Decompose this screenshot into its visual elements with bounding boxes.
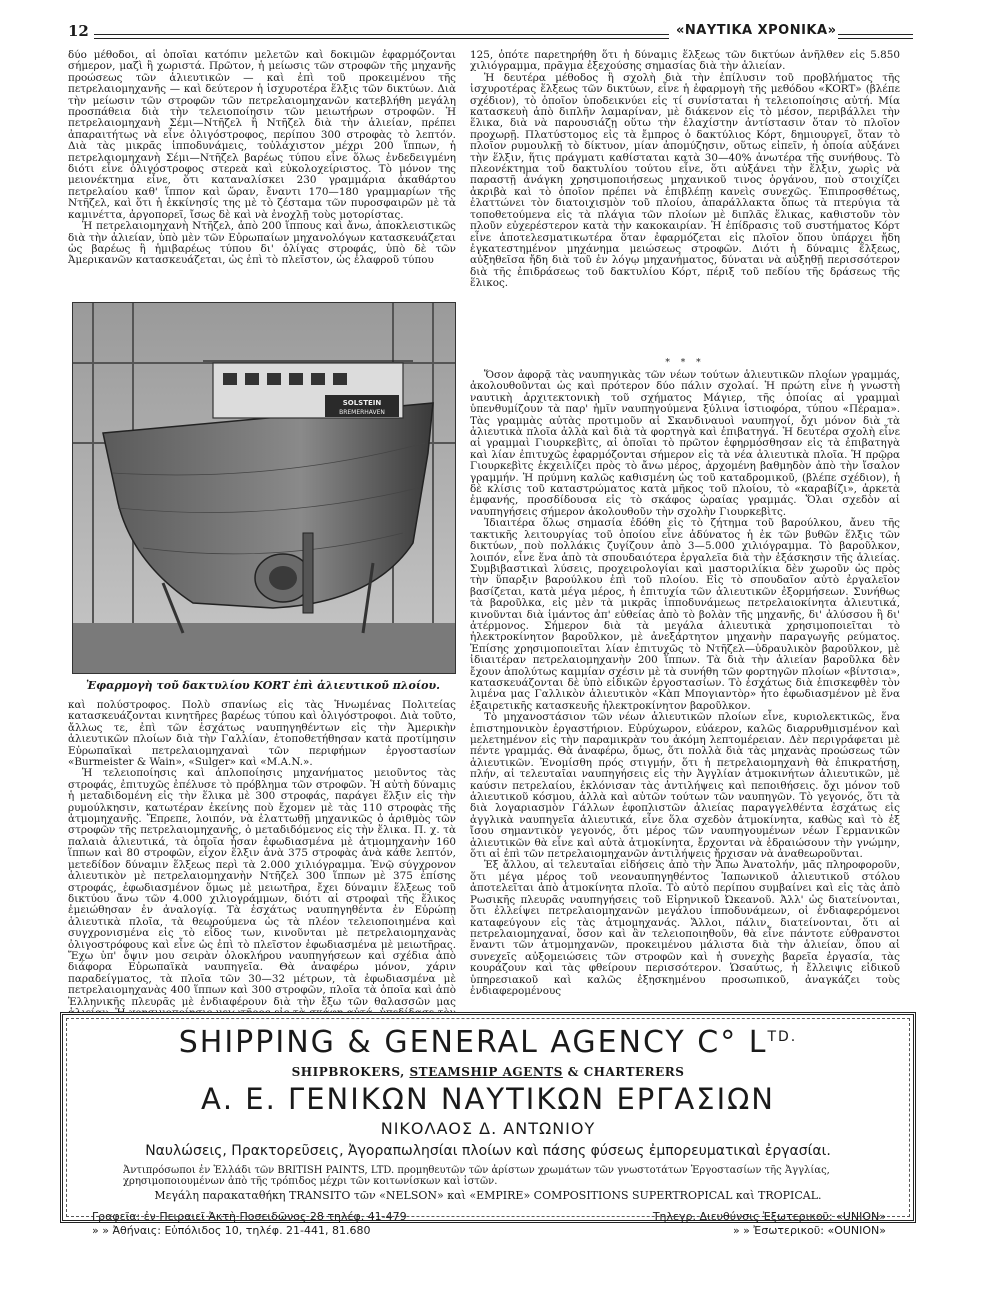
paragraph: καὶ πολύστροφος. Πολὺ σπανίως εἰς τὰς Ἡνωμένας Πολιτείας κατασκευάζονται κινητῆρες βαρέως τύπου καὶ ὀλιγόστροφοι. Διὰ τοῦτο, ἄλλως τε, ἐπὶ τῶν ἐσχάτως ναυπηγηθέντων εἰς τὴν Ἀμερικὴν ἁλιευτικῶν πλοίων διὰ τὴν Γαλλίαν, ἐτοποθετήθησαν κατὰ προτίμησιν Εὐρωπαϊκαὶ πετρελαιομηχαναὶ τῶν περιφήμων ἐργοστασίων «Burmeister & Wain», «Sulger» καὶ «M.A.N.». xyxy=(68,699,456,769)
section-separator: * * * xyxy=(665,358,705,368)
header-rule-left xyxy=(94,34,669,39)
page-number: 12 xyxy=(68,22,89,40)
rudder xyxy=(303,533,313,613)
ad-services: Ναυλώσεις, Πρακτορεῦσεις, Ἀγοραπωλησίαι πλοίων καὶ πάσης φύσεως ἐμπορευματικαὶ ἐργασίαι. xyxy=(145,1143,831,1159)
ad-agents-text: Ἀντιπρόσωποι ἐν Ἑλλάδι τῶν BRITISH PAINTS, LTD. προμηθευτῶν τῶν ἀρίστων χρωμάτων τῶν γνωστοτάτων Ἐργοστασίων τῆς Ἀγγλίας, χρησιμοποιουμένων ἀπὸ τῆς τρόπιδος μέχρι τῶν κοιτωνίσκων καὶ ἱστῶν. xyxy=(123,1165,830,1187)
paragraph: Ὅσον ἀφορᾷ τὰς ναυπηγικὰς τῶν νέων τούτων ἁλιευτικῶν πλοίων γραμμάς, ἀκολουθοῦνται ὡς καὶ πρότερον δύο πάλιν σχολαί. Ἡ πρώτη εἶνε ἡ γνωστὴ ναυτικὴ ἀρχιτεκτονικὴ τοῦ σχήματος Μάγιερ, τῆς ὁποίας αἱ γραμμαὶ ὑπενθυμίζουν τὰ παρ' ἡμῖν ναυπηγούμενα ξύλινα ἱστιοφόρα, τύπου «Πέραμα». Τὰς γραμμὰς αὐτὰς προτιμοῦν αἱ Σκανδιναυοὶ ναυπηγοί, ὄχι μόνον διὰ τὰ ἁλιευτικὰ πλοῖα ἀλλὰ καὶ διὰ τὰ φορτηγὰ καὶ ἐπιβατηγά. Ἡ δευτέρα σχολὴ εἶνε αἱ γραμμαὶ Γιουρκεβὶτς, αἱ ὁποῖαι τὸ πρῶτον ἐφηρμόσθησαν εἰς τὰ ἐπιβατηγὰ καὶ λίαν ἐπιτυχῶς ἐφαρμόζονται σήμερον εἰς τὰ νέα ἁλιευτικὰ πλοῖα. Ἡ πρῷρα Γιουρκεβὶτς ἐκχειλίζει πρὸς τὸ ἄνω μέρος, ἀρχομένη βαθμηδὸν ἀπὸ τὴν ἴσαλον γραμμήν. Ἡ πρύμνη καλῶς καθισμένη ὡς τοῦ καταδρομικοῦ, (βλέπε σχέδιον), ἡ δὲ κλίσις τοῦ καταστρώματος κατὰ μῆκος τοῦ πλοίου, τὸ «καραβίζι», ἀρκετὰ ἐμφανής, προσδίδουσα εἰς τὸ σκάφος ὡραίας γραμμάς. Ὅλαι σχεδὸν αἱ ναυπηγήσεις σήμερον ἀκολουθοῦν τὴν σχολὴν Γιουρκεβὶτς. xyxy=(470,369,900,518)
column-left-bottom xyxy=(68,700,456,1008)
ad-telegraph-domestic: » » Ἐσωτερικοῦ: «OUNION» xyxy=(732,1224,886,1237)
ad-english-company-name xyxy=(63,1025,913,1060)
ad-company-name-main: SHIPPING & GENERAL AGENCY C° L xyxy=(178,1025,768,1060)
ship-illustration xyxy=(73,303,455,673)
ad-sub-charterers: & CHARTERERS xyxy=(567,1065,685,1079)
paragraph: Ἐξ ἄλλου, αἱ τελευταῖαι εἰδήσεις ἀπὸ τὴν Ἄπω Ἀνατολήν, μᾶς πληροφοροῦν, ὅτι μέγα μέρος τοῦ νεοναυπηγηθέντος Ἰαπωνικοῦ ἁλιευτικοῦ στόλου ἀποτελεῖται ἀπὸ ἀτμοκίνητα πλοῖα. Τὸ αὐτὸ περίπου συμβαίνει καὶ εἰς τὰς ἀπὸ Ρωσικῆς πλευρᾶς ναυπηγήσεις τοῦ Εἰρηνικοῦ Ὠκεανοῦ. Ἀλλ' ὡς διατείνονται, ὅτι ἐλλείψει πετρελαιομηχανῶν μεγάλου ἱπποδυνάμεων, οἱ ἐνδιαφερόμενοι καταφεύγουν εἰς τὰς ἀτμομηχανάς. Ἄλλοι, πάλιν, διατείνονται, ὅτι αἱ πετρελαιομηχαναί, ὅσον καὶ ἂν τελειοποιηθοῦν, θὰ εἶνε πάντοτε εὐθρανστοι ἔναντι τῶν ἀτμομηχανῶν, προκειμένου μάλιστα διὰ τὴν ἁλιείαν, ὅπου αἱ συνεχεῖς αὐξομειώσεις τῶν στροφῶν καὶ ἡ συνεχὴς βαρεῖα ἐργασία, τὰς κουράζουν καὶ τὰς φθείρουν περισσότερον. Ὡσαύτως, ἡ ἔλλειψις εἰδικοῦ ὑπηρεσιακοῦ καὶ καλῶς ἐξησκημένου προσωπικοῦ, ἀναγκάζει τοὺς ἐνδιαφερομένους xyxy=(470,859,900,997)
ad-english-subtitle xyxy=(63,1065,913,1079)
shipping-agency-advertisement xyxy=(60,1012,916,1223)
ad-telegraph-foreign: Τηλεγρ. Διευθύνσις Ἐξωτερικοῦ: «UNION» xyxy=(652,1210,886,1223)
ad-sub-shipbrokers: SHIPBROKERS, xyxy=(291,1065,405,1079)
photo-caption: Ἐφαρμογὴ τοῦ δακτυλίου KORT ἐπὶ ἁλιευτικοῦ πλοίου. xyxy=(86,679,440,692)
column-left-top xyxy=(68,50,456,298)
paragraph: Ἡ πετρελαιομηχανὴ Ντῆζελ, ἀπὸ 200 ἵππους καὶ ἄνω, ἀποκλειστικῶς διὰ τὴν ἁλιείαν, ὑπὸ μὲν τῶν Εὐρωπαίων μηχανολόγων κατασκευάζεται ὡς βαρέως ἢ ἡμιβαρέως τύπου δι' ὀλίγας στροφάς, ὑπὸ δὲ τῶν Ἀμερικανῶν κατασκευάζεται, ὡς ἐπὶ τὸ πλεῖστον, ὡς ἐλαφροῦ τύπου xyxy=(68,220,456,267)
column-right-top xyxy=(470,50,900,360)
paragraph: Ἡ δευτέρα μέθοδος ἢ σχολὴ διὰ τὴν ἐπίλυσιν τοῦ προβλήματος τῆς ἰσχυροτέρας ἕλξεως τῶν δικτύων, εἶνε ἡ ἐφαρμογὴ τῆς μεθόδου «KORT» (βλέπε σχέδιον), τὸ ὁποῖον ὑποδεικνύει εἰς τί συνίσταται ἡ τελειοποίησις αὐτή. Μία κατασκευὴ ἀπὸ διπλῆν λαμαρίναν, μὲ διάκενον εἰς τὸ μέσον, περιβάλλει τὴν ἕλικα, διὰ νὰ παρουσιάζῃ οὕτω τὴν ἐλαχίστην ἀντίστασιν ὅταν τὸ πλοῖον προχωρῇ. Πλατύστομος εἰς τὰ ἔμπρος ὁ δακτύλιος Κόρτ, δημιουργεῖ, ὅταν τὸ πλοῖον ρυμουλκῇ τὸ δίκτυον, μίαν ἀπομύζησιν, οὕτως εἰπεῖν, ἡ ὁποία αὐξάνει τὴν ἕλξιν, ἥτις πράγματι καθίσταται κατὰ 30—40% ἀνωτέρα τῆς συνήθους. Τὸ πλεονέκτημα τοῦ δακτυλίου τούτου εἶνε, ὅτι αὐξάνει τὴν ἕλξιν, χωρὶς νὰ παραστῇ ἀνάγκη χρησιμοποιήσεως μηχανικοῦ τινος ὀργάνου, ποὺ στοιχίζει ἀκριβὰ καὶ τὸ ὁποῖον πρέπει νὰ ἐπιβλέπῃ κανεὶς συνεχῶς. Ἐπιπροσθέτως, ἐλαττώνει τὸν διατοιχισμὸν τοῦ πλοίου, ἀπαράλλακτα ὅπως τὰ πτερύγια τὰ τοποθετούμενα εἰς τὰ πλάγια τῶν πλοίων μὲ διπλᾶς ἕλικας, καθιστοῦν τὸν πλοῦν εὐχερέστερον κατὰ τὴν κακοκαιρίαν. Ἡ ἐπίδρασις τοῦ συστήματος Κόρτ εἶνε ἀποτελεσματικωτέρα ὅταν ἐφαρμόζεται εἰς πλοῖον ὅπου ὑπάρχει ἤδη ἐγκατεστημένον μηχάνημα μειώσεως στροφῶν. Διότι ἡ δύναμις ἕλξεως, αὐξηθεῖσα ἤδη διὰ τοῦ ἐν λόγῳ μηχανήματος, δύναται νὰ αὐξηθῇ περισσότερον διὰ τῆς ἐπιδράσεως τοῦ δακτυλίου Κόρτ, πέριξ τοῦ πεδίου τῆς δράσεως τῆς ἕλικος. xyxy=(470,71,900,290)
ship-port-label: BREMERHAVEN xyxy=(339,409,385,416)
ad-address-athens: » » Ἀθήναις: Εὐπόλιδος 10, τηλέφ. 21-441, 81.680 xyxy=(92,1224,371,1237)
paragraph: Τὸ μηχανοστάσιον τῶν νέων ἁλιευτικῶν πλοίων εἶνε, κυριολεκτικῶς, ἕνα ἐπιστημονικὸν ἐργαστήριον. Εὐρύχωρον, εὐάερον, καλῶς διαρρυθμισμένον καὶ μελετημένον εἰς τὴν παραμικρὰν του ἀκόμη λεπτομέρειαν. Δὲν περιγράφεται μὲ πέντε γραμμάς. Θὰ ἀναφέρω, ὅμως, ὅτι πολλὰ διὰ τὰς μηχανὰς προώσεως τῶν ἁλιευτικῶν. Ἐνομίσθη πρός στιγμήν, ὅτι ἡ πετρελαιομηχανὴ θὰ ἐπικρατήσῃ, πλήν, αἱ τελευταῖαι ναυπηγήσεις εἰς τὴν Ἀγγλίαν ἀτμοκινήτων ἁλιευτικῶν, μὲ καύσιν πετρελαίου, ἐκλόνισαν τὰς ἀντιλήψεις καὶ πεποιθήσεις. ὄχι μόνον τοῦ ἁλιευτικοῦ κόσμου, ἀλλὰ καὶ αὐτῶν τούτων τῶν ναυπηγῶν. Τὸ γεγονός, ὅτι τὰ διὰ λογαριασμὸν Γάλλων ἐφοπλιστῶν ἁλιείας παραγγελθέντα ἐσχάτως εἰς ἀγγλικὰ ναυπηγεῖα ἁλιευτικά, εἶνε ὅλα σχεδὸν ἀτμοκίνητα, καθὼς καὶ τὸ ἐξ ἴσου σημαντικὸν γεγονός, ὅτι μέρος τῶν ναυπηγουμένων νέων Γερμανικῶν ἁλιευτικῶν θὰ εἶνε καὶ αὐτὰ ἀτμοκίνητα, ἔρχονται νὰ ἑδραιώσουν τὴν γνώμην, ὅτι αἱ ἐπὶ τῶν πετρελαιομηχανῶν ἀντιλήψεις ἤρχισαν νὰ ἀναθεωροῦνται. xyxy=(470,711,900,861)
ad-greek-company-name: Α. Ε. ΓΕΝΙΚΩΝ ΝΑΥΤΙΚΩΝ ΕΡΓΑΣΙΩΝ xyxy=(201,1082,775,1116)
ship-name-label: SOLSTEIN xyxy=(342,399,382,407)
paragraph: Ἡ τελειοποίησις καὶ ἁπλοποίησις μηχανήματος μειοῦντος τὰς στροφάς, ἐπιτυχῶς ἐπέλυσε τὸ πρόβλημα τῶν στροφῶν. Ἡ αὐτὴ δύναμις ἡ μεταδιδομένη εἰς τὴν ἕλικα μὲ 300 στροφάς, παράγει ἕλξιν εἰς τὴν ρυμούλκησιν, κατωτέραν ἐκείνης ποὺ ἔχομεν μὲ τὰς 110 στροφὰς τῆς ἀτμομηχανῆς. Ἔπρεπε, λοιπόν, νὰ ἐλαττωθῇ μηχανικῶς ὁ ἀριθμὸς τῶν στροφῶν τῆς πετρελαιομηχανῆς, ὁ μεταδιδόμενος εἰς τὴν ἕλικα. Π. χ. τὰ παλαιὰ ἁλιευτικά, τὰ ὁποῖα ἦσαν ἐφωδιασμένα μὲ ἀτμομηχανὴν 160 ἵππων καὶ 80 στροφῶν, εἶχον ἕλξιν ἀνὰ 375 στροφὰς ἀνὰ κάθε λεπτόν, μετεδίδον δύναμιν ἕλξεως περὶ τὰ 2.000 χιλιόγραμμα. Ἐνῷ σύγχρονον ἁλιευτικὸν μὲ πετρελαιομηχανὴν Ντῆζελ 300 ἵππων μὲ 375 ἐπίσης στροφάς, ἐφωδιασμένον ὅμως μὲ μειωτῆρα, ἔχει δύναμιν ἕλξεως τοῦ δικτύου ἄνω τῶν 4.000 χιλιογράμμων, διότι αἱ στροφαὶ τῆς ἕλικος ἐμειώθησαν ἐν ἀναλογίᾳ. Τὰ ἐσχάτως ναυπηγηθέντα ἐν Εὐρώπῃ ἁλιευτικὰ πλοῖα, τὰ θεωρούμενα ὡς τὰ πλέον τελειοποιημένα καὶ συγχρονισμένα εἰς τὸ εἶδος των, κινοῦνται μὲ πετρελαιομηχανὰς ὀλιγοστρόφους καὶ εἶνε ὡς ἐπὶ τὸ πλεῖστον ἐφωδιασμένα μὲ μειωτῆρας. Ἔχω ὑπ' ὄψιν μου σειρὰν ὁλοκλήρου ναυπηγήσεων καὶ σχέδια ἀπὸ διάφορα Εὐρωπαϊκὰ ναυπηγεῖα. Θὰ ἀναφέρω μόνον, χάριν παραδείγματος, τὰ πλοῖα τῶν 30—32 μέτρων, τὰ ἐφωδιασμένα μὲ πετρελαιομηχανὰς 400 ἵππων καὶ 300 στροφῶν, πλοῖα τὰ ὁποῖα καὶ ἀπὸ Ἑλληνικῆς πλευρᾶς μὲ ἐνδιαφέρουν διὰ τὴν ἔξω τῶν θαλασσῶν μας xyxy=(68,767,456,1008)
paragraph: Ἰδιαιτέρα ὅλως σημασία ἐδόθη εἰς τὸ ζήτημα τοῦ βαρούλκου, ἄνευ τῆς τακτικῆς λειτουργίας τοῦ ὁποίου εἶνε ἀδύνατος ἡ ἐκ τῶν βυθῶν ἕλξις τῶν δικτύων, ποὺ πολλάκις ζυγίζουν ἀπὸ 3—5.000 χιλιόγραμμα. Τὸ βαροῦλκον, λοιπόν, εἶνε ἕνα ἀπὸ τὰ σπουδαιότερα ἐργαλεῖα διὰ τὴν ἐξάσκησιν τῆς ἁλιείας. Συμβιβαστικαὶ λύσεις, προχειρολογίαι καὶ μαστοριλίκια δὲν χωροῦν ὡς πρὸς τὴν ὕπαρξιν βαρούλκου ἐπὶ τοῦ πλοίου. Εἰς τὸ σπουδαῖον αὐτὸ ἐργαλεῖον βασίζεται, κατὰ μέγα μέρος, ἡ ἐπιτυχία τῶν ἁλιευτικῶν ἐξορμήσεων. Συνήθως τὰ βαροῦλκα, εἰς μὲν τὰ μικρᾶς ἱπποδυνάμεως πετρελαιοκίνητα ἁλιευτικά, κινοῦνται διὰ ἱμάντος ἀπ' εὐθείας ἀπὸ τὸ βολὰν τῆς μηχανῆς, δι' ἀλύσσου ἢ δι' ἀτέρμονος. Σήμερον διὰ τὰ μεγάλα ἁλιευτικὰ χρησιμοποιεῖται τὸ ἠλεκτροκίνητον βαροῦλκον, μὲ ἀνεξάρτητον μηχανὴν παραγωγῆς ρεύματος. Ἐπίσης χρησιμοποιεῖται λίαν ἐπιτυχῶς τὸ Ντῆζελ—ὑδραυλικὸν βαροῦλκον, μὲ ἰδιαιτέραν πετρελαιομηχανὴν 200 ἵππων. Τὰ διὰ τὴν ἁλιείαν βαροῦλκα δὲν ἔχουν ἀπολύτως καμμίαν σχέσιν μὲ τὰ συνήθη τῶν φορτηγῶν πλοίων «βίντσια», κατασκευάζονται δὲ ὑπὸ εἰδικῶν ἐργοστασίων. Τὸ ἐσχάτως διὰ ἐπισκεφθὲν τὸν λιμένα μας Γαλλικὸν ἁλιευτικὸν «Κὰπ Μπογιαντὸρ» ἦτο ἐφωδιασμένον μὲ ἕνα ἐξαιρετικῆς κατασκευῆς ἠλεκτροκίνητον βαροῦλκον. xyxy=(470,517,900,712)
ad-transito-text: Μεγάλη παρακαταθήκη TRANSITO τῶν «NELSON» καὶ «EMPIRE» COMPOSITIONS SUPERTROPICAL καὶ TROPICAL. xyxy=(154,1189,822,1202)
ad-address-piraeus: Γραφεῖα: ἐν Πειραιεῖ Ἀκτὴ Ποσειδῶνος 28 τηλέφ. 41-479 xyxy=(92,1210,407,1223)
column-right-bottom xyxy=(470,370,900,1008)
magazine-title: «ΝΑΥΤΙΚΑ ΧΡΟΝΙΚΑ» xyxy=(676,23,837,38)
ad-address-block xyxy=(60,1210,916,1250)
header-rule-right xyxy=(838,34,913,39)
page-header xyxy=(58,22,918,44)
paragraph: 125, ὁπότε παρετηρήθη ὅτι ἡ δύναμις ἕλξεως τῶν δικτύων ἀνῆλθεν εἰς 5.850 χιλιόγραμμα, πρᾶγμα ἐξεχούσης σημασίας διὰ τὴν ἁλιείαν. xyxy=(470,49,900,73)
ad-company-name-suffix: TD. xyxy=(767,1029,798,1045)
paragraph: δύο μέθοδοι, αἱ ὁποῖαι κατόπιν μελετῶν καὶ δοκιμῶν ἐφαρμόζονται σήμερον, μαζὶ ἢ χωριστά. Πρῶτον, ἡ μείωσις τῶν στροφῶν τῆς μηχανῆς προώσεως τῶν ἁλιευτικῶν — καὶ ἐπὶ τοῦ προκειμένου τῆς πετρελαιομηχανῆς — καὶ δεύτερον ἡ ἰσχυροτέρα ἕλξις τῶν δικτύων. Διὰ τὴν μείωσιν τῶν στροφῶν τῶν πετρελαιομηχανῶν κατεβλήθη μεγάλη προσπάθεια διὰ τὴν τελειοποίησιν τῶν μειωτήρων στροφῶν. Ἡ πετρελαιομηχανὴ Σέμι—Ντῆζελ ἢ Ντῆζελ διὰ τὴν ἁλιείαν, πρέπει ἀπαραιτήτως νὰ εἶνε ὀλιγόστροφος, περίπου 300 στροφὰς τὸ λεπτόν. Διὰ τὰς μικρᾶς ἱπποδυνάμεις, τοὐλάχιστον μέχρι 200 ἵππων, ἡ πετρελαιομηχανὴ Σέμι—Ντῆζελ βαρέως τύπου εἶνε ὅλως ἐνδεδειγμένη διότι εἶνε ὀλιγόστροφος στερεὰ καὶ εὐκολοχείριστος. Τὸ μόνον της μειονέκτημα εἶνε, ὅτι καταναλίσκει 230 γραμμάρια ἀκαθάρτου πετρελαίου καθ' ἵππον καὶ ὥραν, ἔναντι 170—180 γραμμαρίων τῆς Ντῆζελ, καὶ ὅτι ἡ ἐκκίνησίς της μὲ τὸ ζέσταμα τῶν πυροσφαιρῶν μὲ τὰ καμινέττα, ἀργοπορεῖ, ἴσως δὲ καὶ νὰ ἐνοχλῇ τοὺς μοτορίστας. xyxy=(68,49,456,221)
trawler-photo xyxy=(72,302,456,674)
ad-sub-steamship-agents: STEAMSHIP AGENTS xyxy=(409,1065,563,1079)
ad-owner-name: ΝΙΚΟΛΑΟΣ Δ. ΑΝΤΩΝΙΟΥ xyxy=(380,1119,596,1138)
